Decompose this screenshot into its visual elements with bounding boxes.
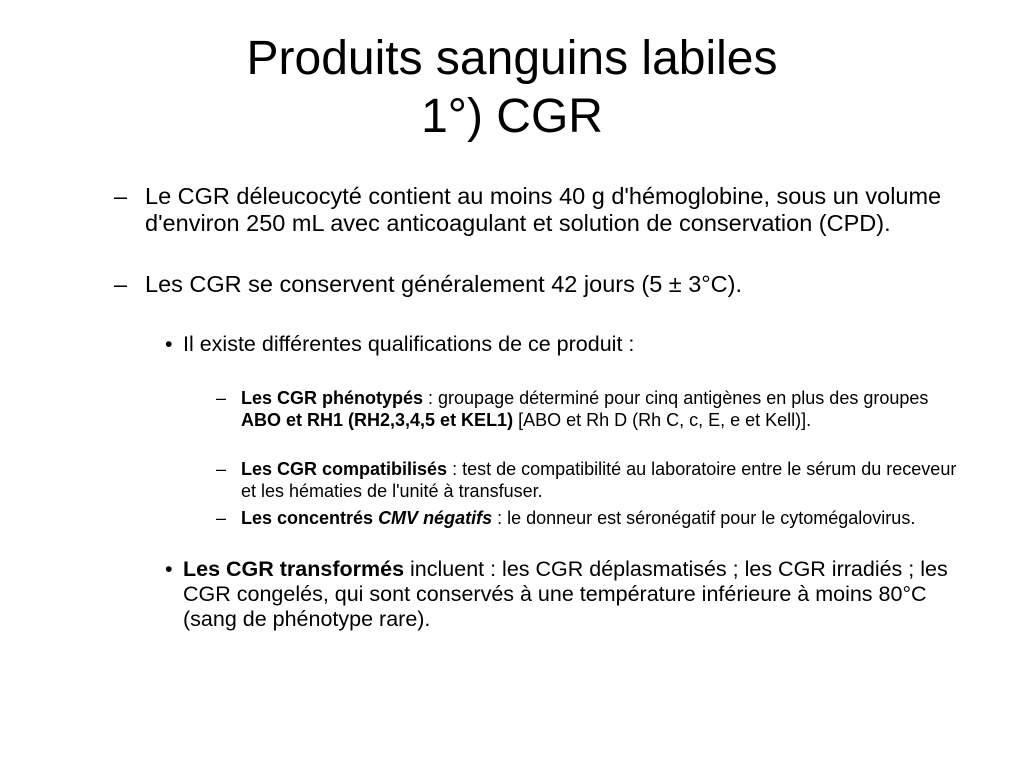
dash-1-text: Le CGR déleucocyté contient au moins 40 g d'hémoglobine, sous un volume d'environ 250 mL avec anticoagulant et solution de conservation (CPD). <box>145 183 942 236</box>
dash-marker: – <box>114 183 128 209</box>
sub-2-text-rest: : test de compatibilité au laboratoire entre le sérum du receveur et les hématies de l'unité à transfuser. <box>241 459 957 501</box>
dash-2-text: Les CGR se conservent généralement 42 jours (5 ± 3°C). <box>145 271 743 297</box>
title-line-1: Produits sanguins labiles <box>246 32 778 85</box>
dash-marker: – <box>216 388 227 408</box>
sub-1-text-a: : groupage déterminé pour cinq antigènes en plus des groupes <box>423 388 929 408</box>
list-item-sub-3 <box>216 507 961 529</box>
bullet-marker: • <box>165 332 173 356</box>
sub-2-text <box>241 458 961 502</box>
sub-3-text <box>241 507 961 529</box>
list-item-bullet-1 <box>165 332 955 357</box>
list-item-sub-1 <box>216 387 961 431</box>
bullet-2-text <box>183 557 962 632</box>
list-item-sub-2 <box>216 458 961 502</box>
bullet-2-text-rest: incluent : les CGR déplasmatisés ; les CGR irradiés ; les CGR congelés, qui sont conservés à une température inférieure à moins 80°C (sang de phénotype rare). <box>183 557 948 631</box>
list-item-dash-2 <box>114 271 959 298</box>
bullet-marker: • <box>165 557 173 581</box>
sub-3-text-rest: : le donneur est séronégatif pour le cytomégalovirus. <box>492 508 916 528</box>
sub-1-bold-2: ABO et RH1 (RH2,3,4,5 et KEL1) <box>241 410 514 430</box>
sub-3-bold-italic: CMV négatifs <box>378 508 493 528</box>
sub-1-text-b: [ABO et Rh D (Rh C, c, E, e et Kell)]. <box>513 410 812 430</box>
dash-marker: – <box>216 508 227 528</box>
dash-marker: – <box>216 459 227 479</box>
bullet-1-text: Il existe différentes qualifications de ce produit : <box>183 332 635 356</box>
slide-title <box>0 30 1024 146</box>
sub-2-bold: Les CGR compatibilisés <box>241 459 448 479</box>
title-line-2: 1°) CGR <box>421 90 603 143</box>
list-item-bullet-2 <box>165 557 962 632</box>
bullet-2-bold: Les CGR transformés <box>183 557 405 581</box>
sub-1-bold: Les CGR phénotypés <box>241 388 424 408</box>
sub-1-text <box>241 387 961 431</box>
dash-marker: – <box>114 271 128 297</box>
sub-3-bold: Les concentrés <box>241 508 379 528</box>
list-item-dash-1 <box>114 183 959 237</box>
